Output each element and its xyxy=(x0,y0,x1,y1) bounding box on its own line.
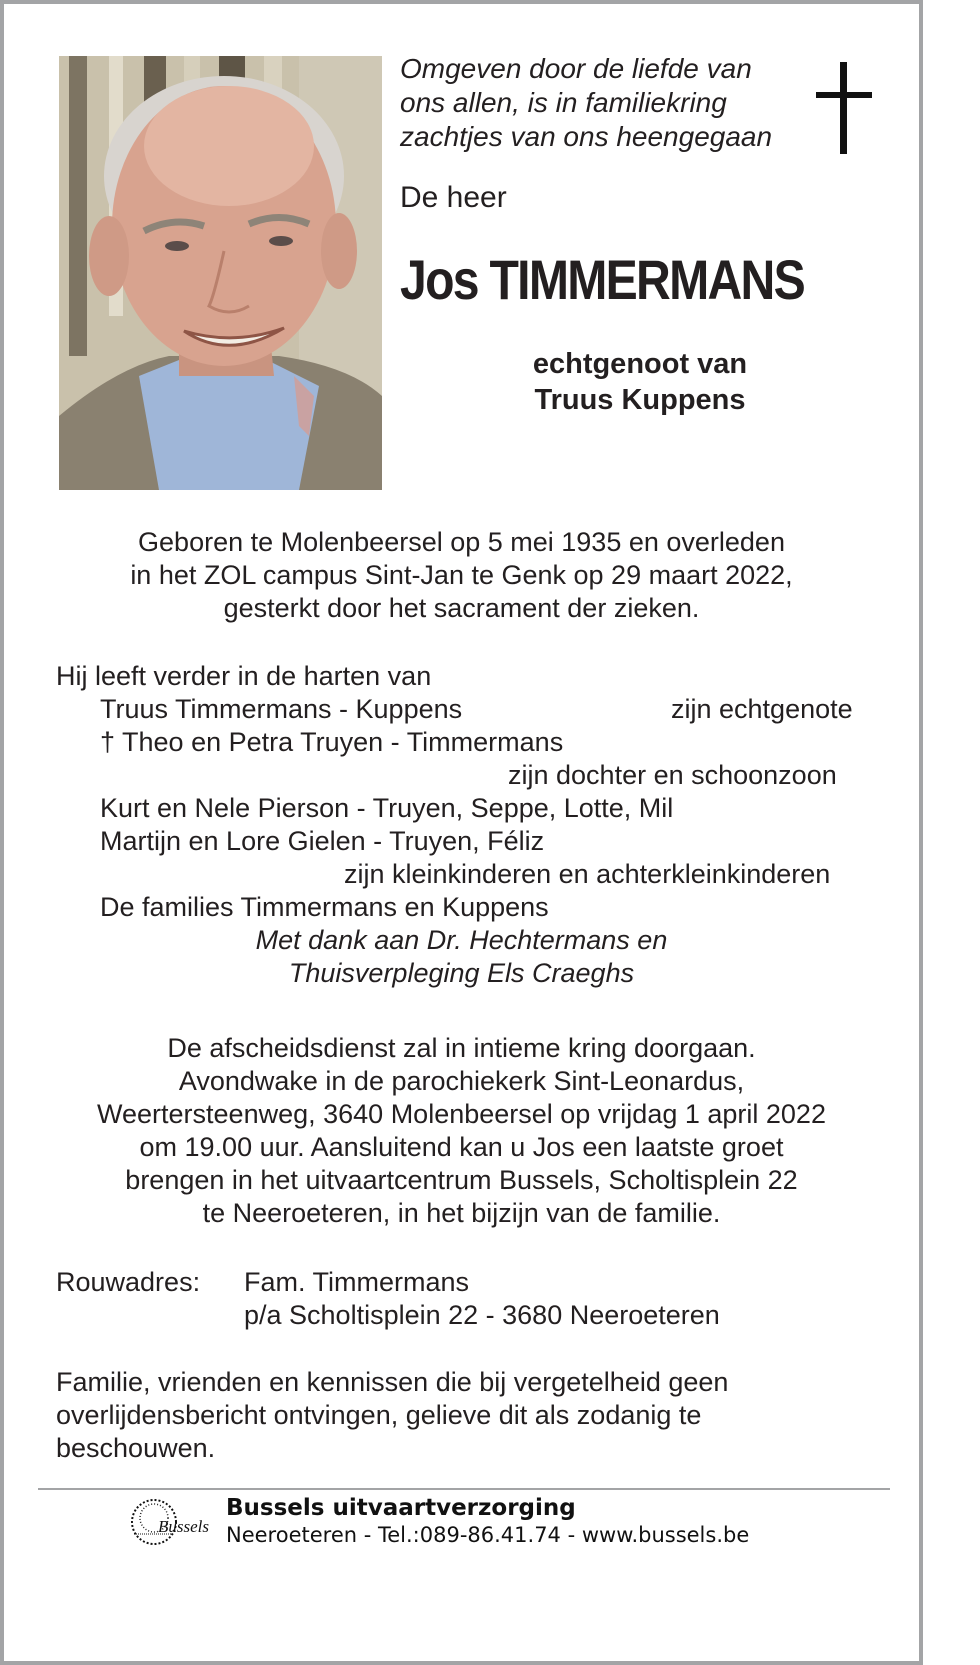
text-line: Familie, vrienden en kennissen die bij vergetelheid geen xyxy=(56,1367,729,1397)
spouse-line: echtgenoot van xyxy=(532,348,748,380)
family-entry-relation: zijn echtgenote xyxy=(671,694,853,724)
text-line: Met dank aan Dr. Hechtermans en xyxy=(255,925,668,955)
svg-text:Bussels: Bussels xyxy=(158,1517,209,1536)
spouse-info xyxy=(400,346,880,418)
address-line: p/a Scholtisplein 22 - 3680 Neeroeteren xyxy=(244,1300,720,1330)
verse-line: ons allen, is in familiekring xyxy=(400,87,727,118)
text-line: gesterkt door het sacrament der zieken. xyxy=(223,593,700,623)
service-text xyxy=(24,1032,899,1230)
family-entry-names: Kurt en Nele Pierson - Truyen, Seppe, Lotte, Mil xyxy=(100,793,674,823)
portrait-illustration xyxy=(59,56,382,490)
funeral-home-name: Bussels uitvaartverzorging xyxy=(226,1495,576,1521)
address-line: Fam. Timmermans xyxy=(244,1267,470,1297)
family-intro: Hij leeft verder in de harten van xyxy=(56,661,432,691)
family-entry-names: De families Timmermans en Kuppens xyxy=(100,892,549,922)
family-entry-names: † Theo en Petra Truyen - Timmermans xyxy=(100,727,564,757)
spouse-line: Truus Kuppens xyxy=(534,384,746,416)
text-line: beschouwen. xyxy=(56,1433,216,1463)
deceased-name: Jos TIMMERMANS xyxy=(400,248,805,311)
text-line: Avondwake in de parochiekerk Sint-Leonardus, xyxy=(178,1066,745,1096)
thanks-text xyxy=(24,924,899,990)
address-label: Rouwadres: xyxy=(56,1267,201,1297)
family-entry-names: Martijn en Lore Gielen - Truyen, Féliz xyxy=(100,826,545,856)
family-entry-relation: zijn dochter en schoonzoon xyxy=(508,760,837,790)
notice-text xyxy=(56,1366,876,1465)
text-line: overlijdensbericht ontvingen, gelieve dit als zodanig te xyxy=(56,1400,702,1430)
footer-divider xyxy=(38,1488,890,1490)
text-line: Weertersteenweg, 3640 Molenbeersel op vrijdag 1 april 2022 xyxy=(97,1099,826,1129)
text-line: Geboren te Molenbeersel op 5 mei 1935 en overleden xyxy=(138,527,785,557)
birth-death-text xyxy=(24,526,899,625)
verse-line: zachtjes van ons heengegaan xyxy=(400,121,773,152)
text-line: om 19.00 uur. Aansluitend kan u Jos een laatste groet xyxy=(139,1132,784,1162)
funeral-home-contact: Neeroeteren - Tel.:089-86.41.74 - www.bussels.be xyxy=(226,1523,750,1547)
opening-verse xyxy=(400,52,820,154)
cross-icon xyxy=(816,62,872,154)
text-line: te Neeroeteren, in het bijzijn van de familie. xyxy=(202,1198,721,1228)
text-line: De afscheidsdienst zal in intieme kring doorgaan. xyxy=(167,1033,756,1063)
title-prefix: De heer xyxy=(400,181,507,214)
bussels-logo-icon xyxy=(124,1494,216,1552)
verse-line: Omgeven door de liefde van xyxy=(400,53,752,84)
text-line: Thuisverpleging Els Craeghs xyxy=(288,958,635,988)
text-line: brengen in het uitvaartcentrum Bussels, Scholtisplein 22 xyxy=(125,1165,798,1195)
family-entry-names: Truus Timmermans - Kuppens xyxy=(100,694,463,724)
portrait-photo xyxy=(59,56,382,490)
text-line: in het ZOL campus Sint-Jan te Genk op 29 maart 2022, xyxy=(130,560,793,590)
family-entry-relation: zijn kleinkinderen en achterkleinkinderen xyxy=(344,859,831,889)
